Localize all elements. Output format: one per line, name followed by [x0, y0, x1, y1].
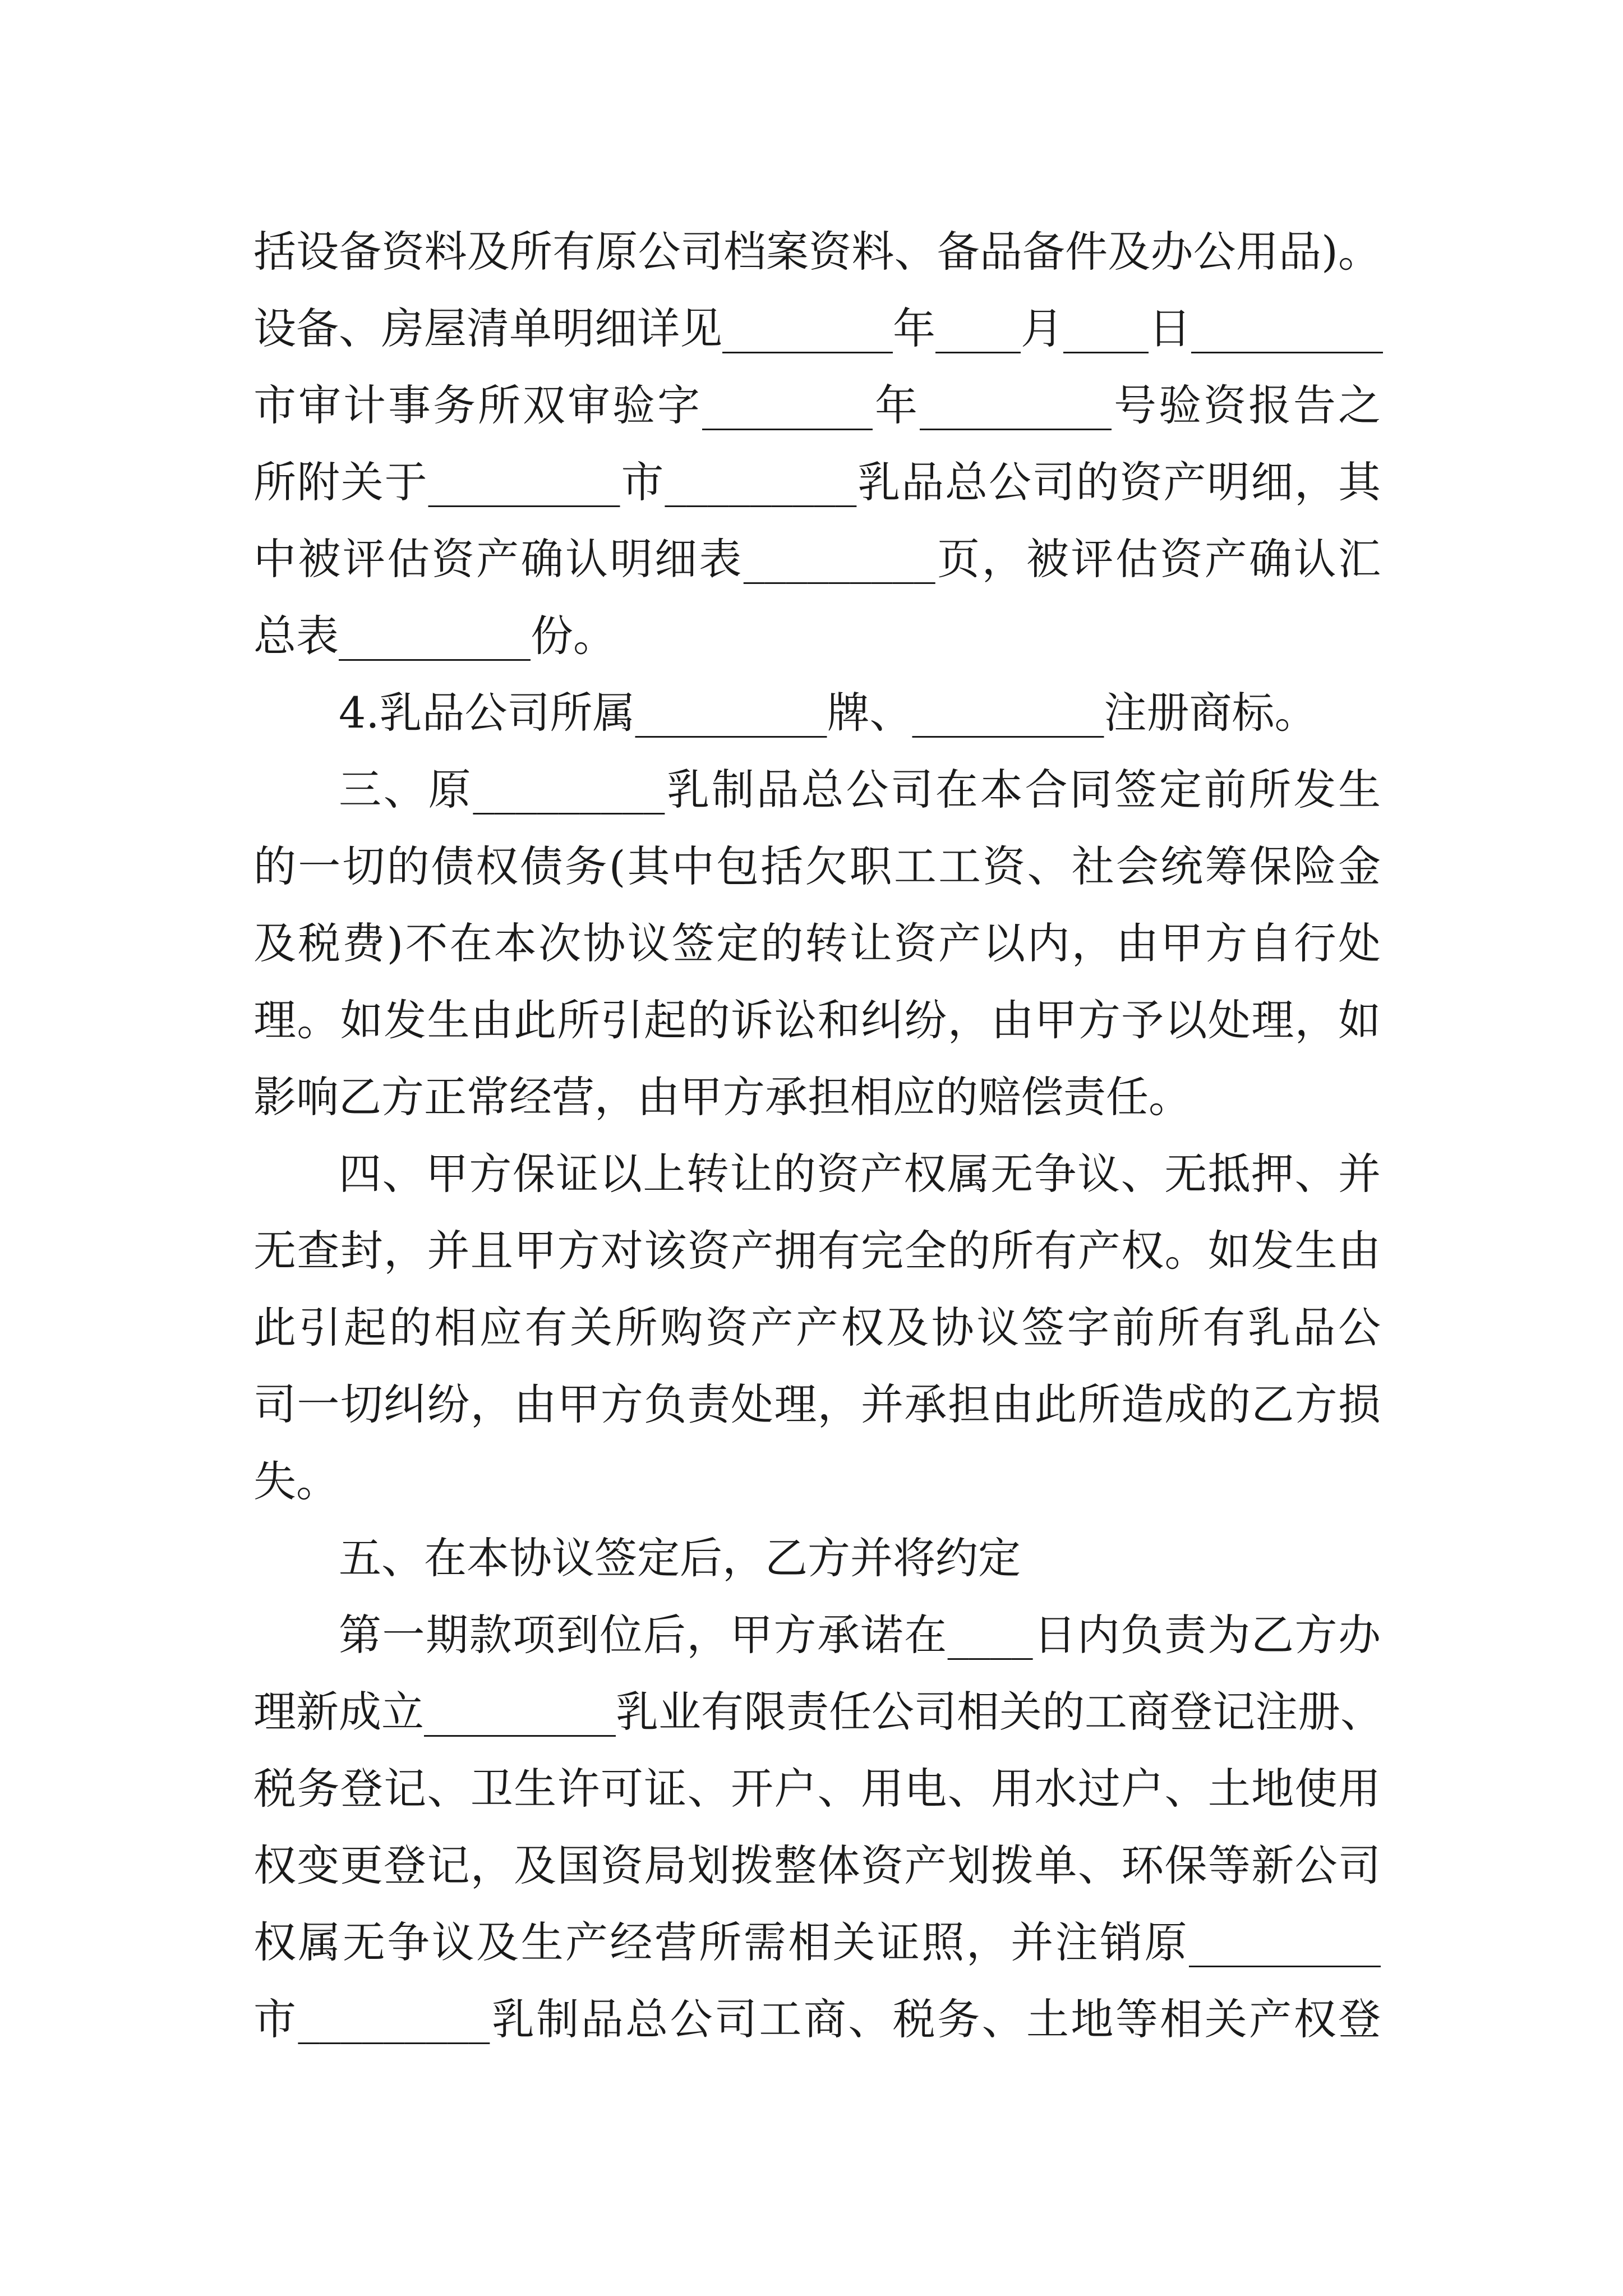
text-line: 税务登记、卫生许可证、开户、用电、用水过户、土地使用	[253, 1764, 1381, 1814]
text-line: 权属无争议及生产经营所需相关证照，并注销原_________	[253, 1917, 1381, 1967]
text-line: 权变更登记，及国资局划拨整体资产划拨单、环保等新公司	[253, 1841, 1381, 1890]
text-line: 影响乙方正常经营，由甲方承担相应的赔偿责任。	[253, 1072, 1191, 1122]
text-line: 所附关于_________市_________乳品总公司的资产明细，其	[253, 457, 1381, 507]
text-line: 理新成立_________乳业有限责任公司相关的工商登记注册、	[253, 1687, 1383, 1737]
text-line: 此引起的相应有关所购资产产权及协议签字前所有乳品公	[253, 1303, 1381, 1352]
text-line: 市_________乳制品总公司工商、税务、土地等相关产权登	[253, 1994, 1381, 2044]
text-line: 第一期款项到位后，甲方承诺在____日内负责为乙方办	[339, 1610, 1381, 1660]
text-line: 理。如发生由此所引起的诉讼和纠纷，由甲方予以处理，如	[253, 995, 1381, 1045]
text-line: 4.乳品公司所属_________牌、_________注册商标。	[339, 688, 1317, 738]
text-line: 括设备资料及所有原公司档案资料、备品备件及办公用品)。	[253, 227, 1381, 277]
text-line: 总表_________份。	[253, 611, 616, 661]
text-line: 设备、房屋清单明细详见________年____月____日_________	[253, 303, 1383, 353]
document-body	[253, 213, 1381, 2058]
text-line: 无查封，并且甲方对该资产拥有完全的所有产权。如发生由	[253, 1226, 1381, 1276]
text-line: 及税费)不在本次协议签定的转让资产以内，由甲方自行处	[253, 918, 1381, 968]
text-line: 市审计事务所双审验字________年_________号验资报告之	[253, 380, 1381, 430]
text-line: 四、甲方保证以上转让的资产权属无争议、无抵押、并	[339, 1149, 1381, 1199]
text-line: 司一切纠纷，由甲方负责处理，并承担由此所造成的乙方损	[253, 1379, 1381, 1429]
text-line: 三、原_________乳制品总公司在本合同签定前所发生	[339, 765, 1381, 815]
text-line: 五、在本协议签定后，乙方并将约定	[339, 1533, 1021, 1583]
text-line: 的一切的债权债务(其中包括欠职工工资、社会统筹保险金	[253, 841, 1381, 891]
text-line: 失。	[253, 1456, 339, 1506]
text-line: 中被评估资产确认明细表_________页，被评估资产确认汇	[253, 534, 1381, 584]
